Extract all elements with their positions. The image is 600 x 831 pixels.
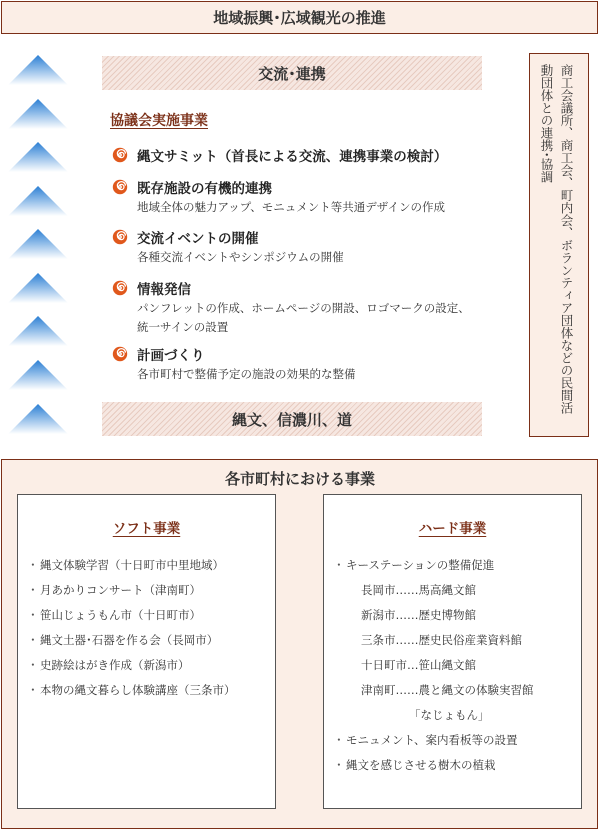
council-item-desc: 統一サインの設置 [137, 320, 229, 334]
hard-item: 長岡市……馬高縄文館 [361, 583, 476, 597]
hard-list [336, 557, 575, 782]
soft-item: ･ 縄文体験学習（十日町市中里地域） [30, 558, 224, 572]
hard-item: 津南町……農と縄文の体験実習館 [361, 683, 534, 697]
up-arrow-icon [8, 55, 68, 85]
hard-panel [323, 494, 582, 809]
council-heading: 協議会実施事業 [110, 113, 208, 129]
municipal-title [0, 460, 600, 496]
council-item-title: 交流イベントの開催 [137, 231, 259, 247]
up-arrow-icon [8, 404, 68, 434]
up-arrow-icon [8, 142, 68, 172]
spiral-icon [112, 346, 128, 362]
hard-item: 「なじょもん」 [409, 708, 490, 722]
hard-item: ･ 縄文を感じさせる樹木の植栽 [336, 758, 496, 772]
council-item-title: 既存施設の有機的連携 [137, 181, 272, 197]
council-item [112, 227, 512, 266]
up-arrow-icon [8, 229, 68, 259]
side-note-text: 商工会議所、商工会、町内会、ボランティア団体などの民間活動団体との連携･協調 [539, 64, 574, 414]
banner-exchange [102, 56, 482, 90]
soft-item: ･ 本物の縄文暮らし体験講座（三条市） [30, 683, 236, 697]
council-item-title: 情報発信 [137, 282, 191, 298]
spiral-icon [112, 147, 128, 163]
council-item-desc: 地域全体の魅力アップ、モニュメント等共通デザインの作成 [137, 200, 445, 214]
council-item-title: 縄文サミット（首長による交流、連携事業の検討） [137, 149, 448, 165]
soft-list [30, 557, 269, 707]
hard-item: 三条市……歴史民俗産業資料館 [361, 633, 522, 647]
up-arrow-icon [8, 316, 68, 346]
hard-item: 新潟市……歴史博物館 [361, 608, 476, 622]
hard-item: ･ キーステーションの整備促進 [336, 558, 495, 572]
hard-panel-title: ハード事業 [418, 521, 487, 537]
council-item-desc: 各市町村で整備予定の施設の効果的な整備 [137, 367, 356, 381]
soft-item: ･ 史跡絵はがき作成（新潟市） [30, 658, 190, 672]
side-note-box [529, 53, 589, 437]
hard-item: 十日町市…笹山縄文館 [361, 658, 476, 672]
header-title-box [1, 1, 598, 34]
council-item [112, 177, 512, 216]
soft-item: ･ 笹山じょうもん市（十日町市） [30, 608, 201, 622]
spiral-icon [112, 229, 128, 245]
council-item [112, 344, 512, 383]
up-arrow-icon [8, 99, 68, 129]
council-item [112, 278, 512, 336]
council-item-title: 計画づくり [137, 348, 205, 364]
banner-exchange-label: 交流･連携 [258, 64, 326, 83]
council-item-desc: パンフレットの作成、ホームページの開設、ロゴマークの設定、 [137, 301, 470, 315]
up-arrow-icon [8, 186, 68, 216]
soft-panel [17, 494, 276, 809]
soft-item: ･ 月あかりコンサート（津南町） [30, 583, 201, 597]
header-title: 地域振興･広域観光の推進 [213, 9, 386, 27]
banner-jomon [102, 402, 482, 436]
hard-item: ･ モニュメント、案内看板等の設置 [336, 733, 518, 747]
soft-panel-title: ソフト事業 [112, 521, 181, 537]
up-arrow-icon [8, 273, 68, 303]
council-item-desc: 各種交流イベントやシンポジウムの開催 [137, 250, 344, 264]
soft-item: ･ 縄文土器･石器を作る会（長岡市） [30, 633, 219, 647]
spiral-icon [112, 280, 128, 296]
banner-jomon-label: 縄文、信濃川、道 [231, 410, 352, 429]
municipal-title-label: 各市町村における事業 [224, 469, 375, 488]
council-item [112, 145, 512, 165]
up-arrow-icon [8, 360, 68, 390]
spiral-icon [112, 179, 128, 195]
